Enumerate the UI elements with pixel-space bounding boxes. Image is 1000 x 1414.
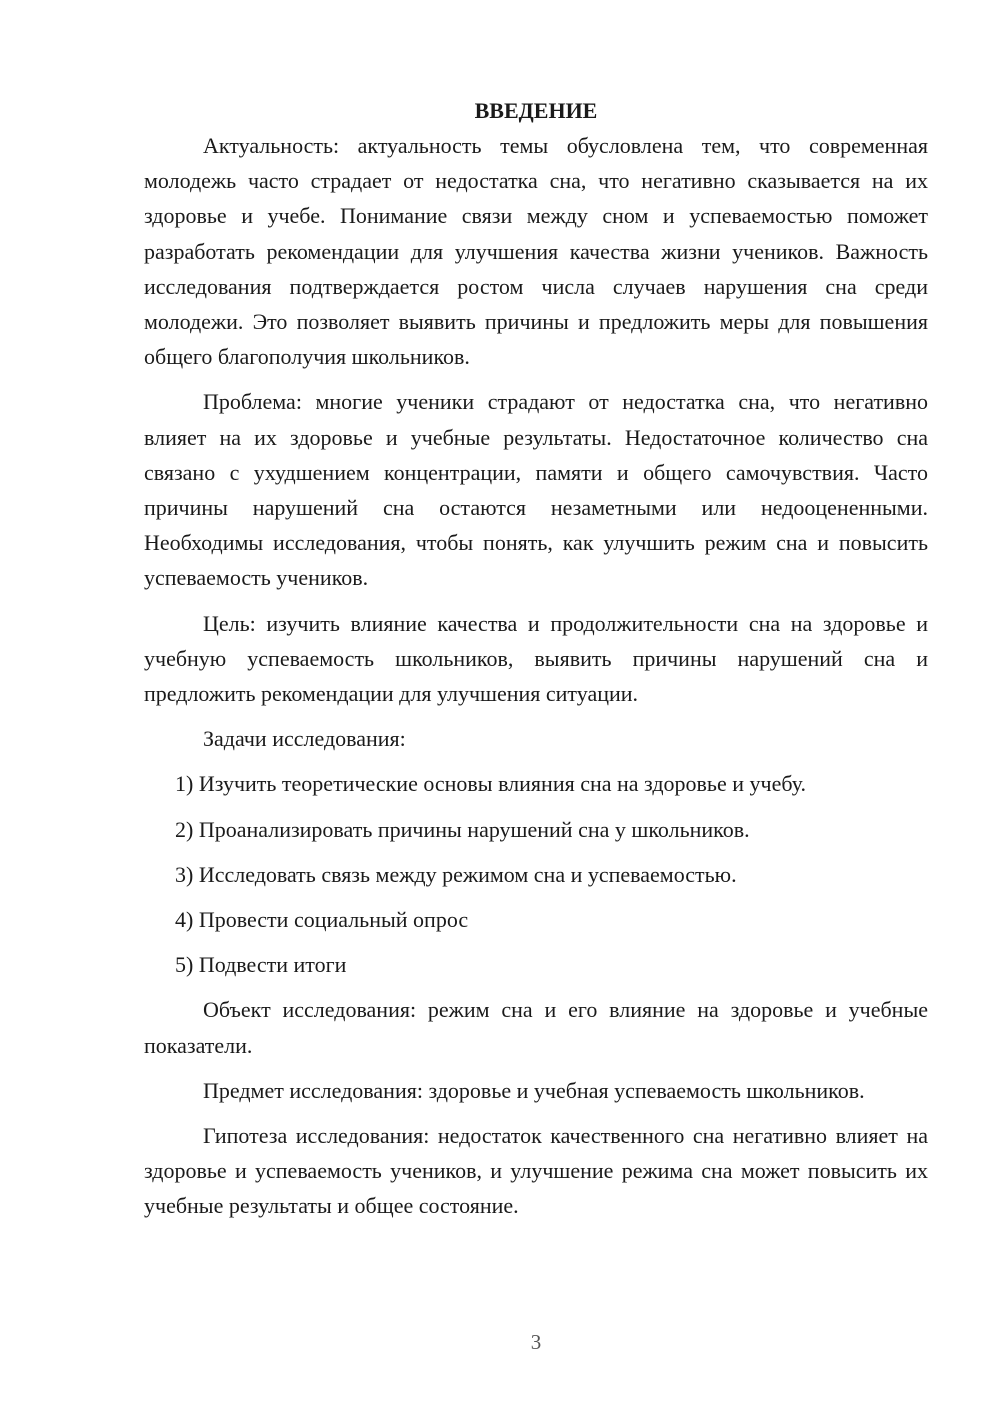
task-item-2: 2) Проанализировать причины нарушений сна у школьников. bbox=[175, 816, 750, 842]
page-number: 3 bbox=[530, 1330, 542, 1354]
section-title: ВВЕДЕНИЕ bbox=[474, 98, 598, 123]
paragraph-hypothesis: Гипотеза исследования: недостаток качественного сна негативно влияет на здоровье и успеваемость учеников, и улучшение режима сна может повысить их учебные результаты и общее состояние. bbox=[144, 1123, 928, 1219]
task-list bbox=[144, 766, 928, 982]
task-item-5: 5) Подвести итоги bbox=[175, 952, 347, 978]
paragraph-relevance: Актуальность: актуальность темы обусловлена тем, что современная молодежь часто страдает от недостатка сна, что негативно сказывается на их здоровье и учебе. Понимание связи между сном и успеваемостью поможет разработать рекомендации для улучшения качества жизни учеников. Важность исследования подтверждается ростом числа случаев нарушения сна среди молодежи. Это позволяет выявить причины и предложить меры для повышения общего благополучия школьников. bbox=[144, 133, 928, 370]
paragraph-goal: Цель: изучить влияние качества и продолжительности сна на здоровье и учебную успеваемость школьников, выявить причины нарушений сна и предложить рекомендации для улучшения ситуации. bbox=[144, 610, 928, 707]
tasks-heading: Задачи исследования: bbox=[203, 726, 406, 752]
paragraph-subject: Предмет исследования: здоровье и учебная успеваемость школьников. bbox=[203, 1077, 865, 1103]
paragraph-problem: Проблема: многие ученики страдают от недостатка сна, что негативно влияет на их здоровье и учебные результаты. Недостаточное количество сна связано с ухудшением концентрации, памяти и общего самочувствия. Часто причины нарушений сна остаются незаметными или недооцененными. Необходимы исследования, чтобы понять, как улучшить режим сна и повысить успеваемость учеников. bbox=[144, 389, 928, 591]
task-item-3: 3) Исследовать связь между режимом сна и успеваемостью. bbox=[175, 861, 737, 887]
paragraph-object: Объект исследования: режим сна и его влияние на здоровье и учебные показатели. bbox=[144, 997, 928, 1058]
task-item-1: 1) Изучить теоретические основы влияния сна на здоровье и учебу. bbox=[175, 771, 806, 797]
page-content bbox=[144, 93, 928, 1234]
task-item-4: 4) Провести социальный опрос bbox=[175, 907, 469, 933]
